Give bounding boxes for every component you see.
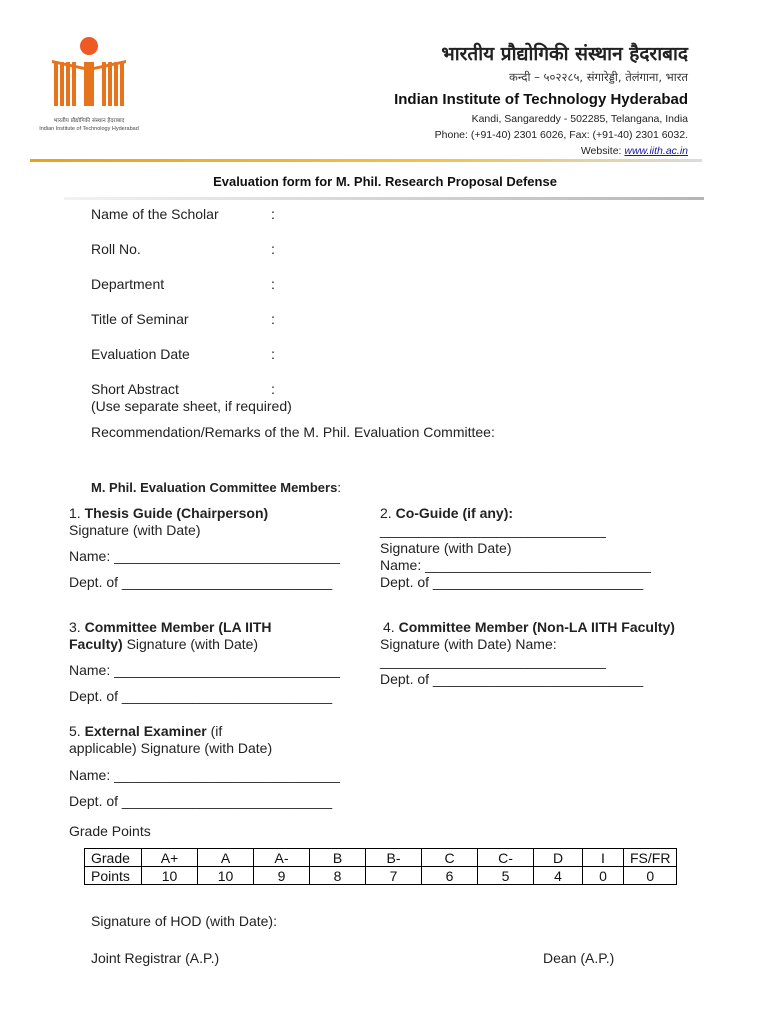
member-1-title: 1. Thesis Guide (Chairperson)	[69, 505, 269, 521]
field-colon: :	[271, 276, 275, 292]
abstract-note: (Use separate sheet, if required)	[91, 398, 292, 414]
grade-points-label: Grade Points	[69, 823, 151, 839]
member-5-signature: applicable) Signature (with Date)	[69, 740, 273, 756]
table-row	[85, 867, 677, 885]
table-cell: D	[534, 849, 583, 867]
table-cell: 7	[366, 867, 422, 885]
member-2-dept: Dept. of ___________________________	[380, 574, 644, 590]
field-label-scholar-name: Name of the Scholar	[91, 206, 219, 222]
member-2-title: 2. Co-Guide (if any):	[380, 505, 514, 521]
table-cell: A-	[254, 849, 310, 867]
member-3-title: 3. Committee Member (LA IITH	[69, 619, 272, 635]
member-4-line: _____________________________	[380, 653, 606, 669]
iith-logo	[50, 36, 128, 114]
member-3-signature: Faculty) Signature (with Date)	[69, 636, 259, 652]
member-3-dept: Dept. of ___________________________	[69, 688, 333, 704]
member-1-signature: Signature (with Date)	[69, 522, 201, 538]
table-cell: 4	[534, 867, 583, 885]
member-5-dept: Dept. of ___________________________	[69, 793, 333, 809]
table-cell: C	[422, 849, 478, 867]
dean-label: Dean (A.P.)	[543, 950, 615, 966]
field-label-evaluation-date: Evaluation Date	[91, 346, 190, 362]
website-label: Website:	[580, 145, 625, 157]
title-underline	[64, 197, 704, 200]
grade-points-table	[84, 848, 677, 885]
field-colon: :	[271, 206, 275, 222]
member-5-name: Name: _____________________________	[69, 767, 340, 783]
member-1-name: Name: _____________________________	[69, 548, 340, 564]
table-cell: 5	[478, 867, 534, 885]
member-2-line: _____________________________	[380, 522, 606, 538]
table-cell: I	[583, 849, 624, 867]
institute-name: Indian Institute of Technology Hyderabad	[394, 91, 688, 108]
member-4-signature: Signature (with Date) Name:	[380, 636, 557, 652]
field-colon: :	[271, 346, 275, 362]
table-cell: Grade	[85, 849, 142, 867]
field-colon: :	[271, 241, 275, 257]
member-4-title: 4. Committee Member (Non-LA IITH Faculty)	[383, 619, 675, 635]
table-cell: 6	[422, 867, 478, 885]
logo-caption-english: Indian Institute of Technology Hyderabad	[39, 126, 139, 132]
member-2-signature: Signature (with Date)	[380, 540, 512, 556]
table-cell: 10	[198, 867, 254, 885]
field-colon: :	[271, 381, 275, 397]
header-divider	[30, 159, 702, 162]
table-cell: A	[198, 849, 254, 867]
institute-website	[581, 145, 688, 157]
table-cell: 0	[583, 867, 624, 885]
table-cell: 0	[624, 867, 677, 885]
table-cell: A+	[142, 849, 198, 867]
institute-phone: Phone: (+91-40) 2301 6026, Fax: (+91-40) 2301 6032.	[434, 129, 688, 141]
member-2-name: Name: _____________________________	[380, 557, 651, 573]
hindi-address: कन्दी – ५०२२८५, संगारेड्डी, तेलंगाना, भारत	[509, 70, 688, 84]
table-cell: B-	[366, 849, 422, 867]
table-row	[85, 849, 677, 867]
form-title: Evaluation form for M. Phil. Research Proposal Defense	[213, 174, 557, 189]
table-cell: Points	[85, 867, 142, 885]
field-label-seminar-title: Title of Seminar	[91, 311, 189, 327]
committee-heading: M. Phil. Evaluation Committee Members:	[91, 480, 341, 495]
institute-address: Kandi, Sangareddy - 502285, Telangana, India	[471, 113, 688, 125]
hod-signature-label: Signature of HOD (with Date):	[91, 913, 277, 929]
hindi-institute-title: भारतीय प्रौद्योगिकी संस्थान हैदराबाद	[441, 43, 688, 65]
field-label-short-abstract: Short Abstract	[91, 381, 179, 397]
table-cell: C-	[478, 849, 534, 867]
member-4-dept: Dept. of ___________________________	[380, 671, 644, 687]
logo-dot	[80, 37, 98, 55]
recommendation-label: Recommendation/Remarks of the M. Phil. Evaluation Committee:	[91, 424, 495, 440]
field-colon: :	[271, 311, 275, 327]
field-label-roll-no: Roll No.	[91, 241, 141, 257]
member-5-title: 5. External Examiner (if	[69, 723, 223, 739]
table-cell: 8	[310, 867, 366, 885]
logo-caption-hindi: भारतीय प्रौद्योगिकी संस्थान हैदराबाद	[53, 118, 125, 124]
table-cell: B	[310, 849, 366, 867]
table-cell: 10	[142, 867, 198, 885]
joint-registrar-label: Joint Registrar (A.P.)	[91, 950, 220, 966]
member-3-name: Name: _____________________________	[69, 662, 340, 678]
table-cell: 9	[254, 867, 310, 885]
table-cell: FS/FR	[624, 849, 677, 867]
website-link[interactable]: www.iith.ac.in	[624, 145, 688, 157]
field-label-department: Department	[91, 276, 165, 292]
member-1-dept: Dept. of ___________________________	[69, 574, 333, 590]
